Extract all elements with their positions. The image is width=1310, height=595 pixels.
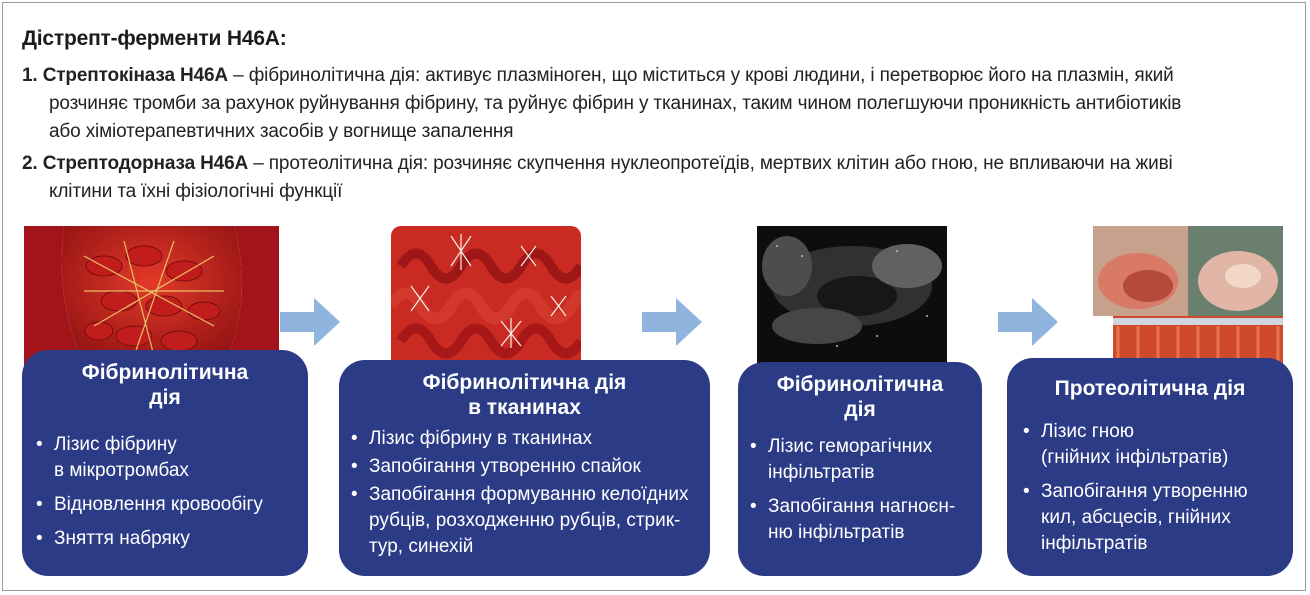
panel-bullet: • Відновлення кровообігу — [36, 492, 308, 518]
thrombus-vessel-image — [24, 226, 279, 366]
flow-arrow-3 — [998, 298, 1058, 346]
panel-bullet: • Запобігання формуванню келоїдних рубців, розходженню рубців, стрик- тур, синехій — [351, 482, 710, 560]
item-number: 1. — [22, 65, 38, 86]
panel-bullet: • Зняття набряку — [36, 526, 308, 552]
panel-proteolytic — [1007, 358, 1293, 576]
panel-bullet: • Запобігання утворенню кил, абсцесів, гнійних інфільтратів — [1023, 479, 1293, 557]
item-text-line3: або хіміотерапевтичних засобів у вогнище запалення — [49, 121, 514, 142]
panel-bullet-list — [738, 434, 982, 546]
panel-bullet: • Лізис гною (гнійних інфільтратів) — [1023, 419, 1293, 471]
item-term: Стрептокіназа H46A — [42, 65, 229, 86]
panel-title-line1: Фібринолітична дія — [422, 371, 627, 394]
panel-fibrinolytic-tissue — [339, 360, 710, 576]
item-term: Стрептодорназа H46A — [42, 153, 249, 174]
panel-bullet-list — [1007, 419, 1293, 557]
item-text-line1: – протеолітична дія: розчиняє скупчення нуклеопротеїдів, мертвих клітин або гною, не впливаючи на живі — [248, 153, 1173, 174]
panel-title-line1: Фібринолітична — [81, 361, 249, 384]
flow-arrow-1 — [280, 298, 340, 346]
panel-bullet: • Лізис фібрину в мікротромбах — [36, 432, 308, 484]
panel-bullet-list — [22, 432, 308, 552]
panel-bullet-list — [339, 426, 710, 560]
panel-title-line2: дія — [149, 386, 181, 409]
panel-title-line2: дія — [844, 398, 876, 421]
panel-fibrinolytic-microthrombi — [22, 350, 308, 576]
panel-bullet: • Лізис геморагічних інфільтратів — [750, 434, 982, 486]
panel-bullet: • Запобігання нагноєн- ню інфільтратів — [750, 494, 982, 546]
panel-title — [22, 360, 308, 410]
item-text-line2: клітини та їхні фізіологічні функції — [49, 181, 343, 202]
enzyme-item-streptokinase — [22, 62, 1282, 146]
tissue-fibrin-image — [391, 226, 581, 366]
panel-title-line1: Фібринолітична — [776, 373, 944, 396]
panel-title-line2: в тканинах — [468, 396, 581, 419]
figure-heading: Дістрепт-ферменти H46A: — [22, 27, 287, 50]
item-text-line1: – фібринолітична дія: активує плазміноген, що міститься у крові людини, і перетворює його на плазмін, який — [228, 65, 1174, 86]
panel-bullet: • Запобігання утворенню спайок — [351, 454, 710, 480]
panel-fibrinolytic-infiltrates — [738, 362, 982, 576]
panel-title — [738, 372, 982, 422]
enzyme-item-streptodornase — [22, 150, 1282, 206]
flow-arrow-2 — [642, 298, 702, 346]
ultrasound-image — [757, 226, 947, 366]
item-number: 2. — [22, 153, 38, 174]
panel-title: Протеолітична дія — [1054, 377, 1246, 400]
panel-title — [339, 370, 710, 420]
surgery-photo-image — [1093, 226, 1283, 366]
item-text-line2: розчиняє тромби за рахунок руйнування фібрину, та руйнує фібрин у тканинах, таким чином полегшуючи проникність антибіотиків — [49, 93, 1182, 114]
panel-bullet: • Лізис фібрину в тканинах — [351, 426, 710, 452]
